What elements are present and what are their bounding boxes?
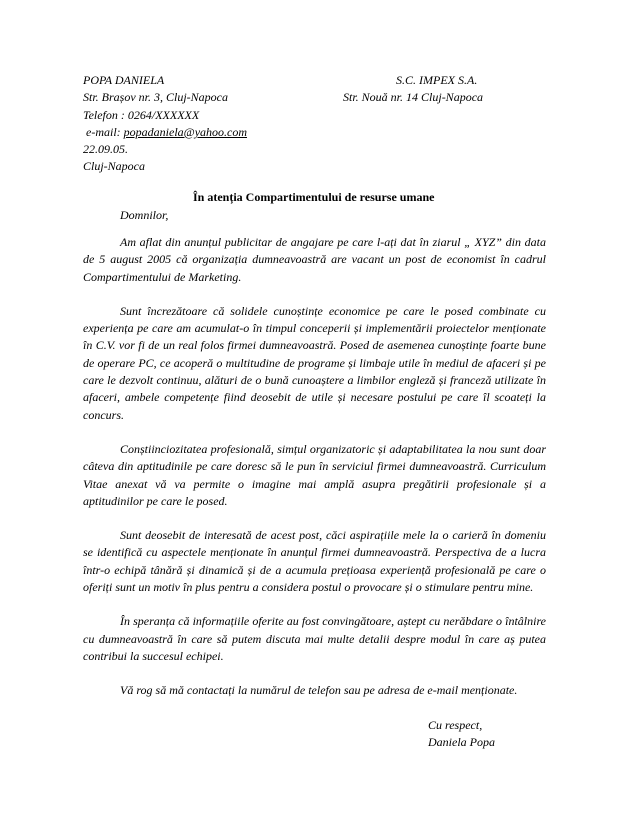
paragraph: Vă rog să mă contactați la numărul de telefon sau pe adresa de e-mail menționate. — [120, 683, 518, 698]
paragraph: Conștiinciozitatea profesională, simțul organizatoric și adaptabilitatea la nou sunt doar câteva din aptitudinile pe care doresc să le pun în serviciul firmei dumneavoastră. Curriculum Vitae anexat vă va permite o imagine mai amplă asupra pregătirii profesionale și a aptitudinilor pe care le posed. — [83, 441, 546, 508]
sender-phone: Telefon : 0264/XXXXXX — [83, 107, 200, 122]
paragraph: Sunt deosebit de interesată de acest post, căci aspirațiile mele la o carieră în domeniu se identifică cu aspectele menționate în anunțul firmei dumneavoastră. Perspectiva de a lucra într-o echipă tânără și dinamică și de a acumula prețioasa experiență profesională pe care o oferiți sunt un motiv în plus pentru a considera postul o provocare și o stimulare pentru mine. — [83, 528, 546, 595]
sender-address: Str. Brașov nr. 3, Cluj-Napoca — [83, 90, 229, 105]
sender-date: 22.09.05. — [83, 142, 128, 157]
recipient-address: Str. Nouă nr. 14 Cluj-Napoca — [343, 90, 484, 105]
sender-email-prefix: e-mail: — [86, 124, 124, 139]
attention-heading: În atenția Compartimentului de resurse umane — [193, 190, 435, 204]
paragraph: Sunt încrezătoare că solidele cunoștințe economice pe care le posed combinate cu experiența pe care am acumulat-o în timpul conceperii și implementării proiectelor menționate în C.V. vor fi de un real folos firmei dumneavoastră. Posed de asemenea cunoștințe foarte bune de operare PC, ce acoperă o multitudine de programe și limbaje utile în mediul de afaceri și pe care le dezvolt continuu, alături de o bună cunoaștere a limbilor engleză și franceză utilizate în afaceri, ambele competențe fiind deosebit de utile și necesare postului pe care îl scoateți la concurs. — [83, 303, 546, 422]
sender-email-line — [83, 124, 546, 141]
recipient-block — [343, 72, 546, 107]
sender-email-link[interactable]: popadaniela@yahoo.com — [123, 124, 248, 139]
closing-block — [83, 717, 546, 752]
sender-block — [83, 72, 546, 174]
letter-page — [83, 72, 546, 751]
sender-name: POPA DANIELA — [83, 73, 165, 87]
paragraph: În speranța că informațiile oferite au fost convingătoare, aștept cu nerăbdare o întâlnire cu dumneavoastră în care să putem discuta mai multe detalii despre modul în care aș putea contribui la succesul echipei. — [83, 614, 546, 663]
closing-regards: Cu respect, — [428, 717, 483, 732]
closing-signature: Daniela Popa — [428, 734, 495, 749]
recipient-company: S.C. IMPEX S.A. — [396, 73, 478, 87]
letter-body — [83, 234, 546, 700]
paragraph: Am aflat din anunțul publicitar de angajare pe care l-ați dat în ziarul „ XYZ” din data de 5 august 2005 că organizația dumneavoastră are vacant un post de economist în cadrul Compartimentului de Marketing. — [83, 235, 546, 284]
sender-city: Cluj-Napoca — [83, 159, 145, 174]
salutation: Domnilor, — [120, 208, 169, 222]
